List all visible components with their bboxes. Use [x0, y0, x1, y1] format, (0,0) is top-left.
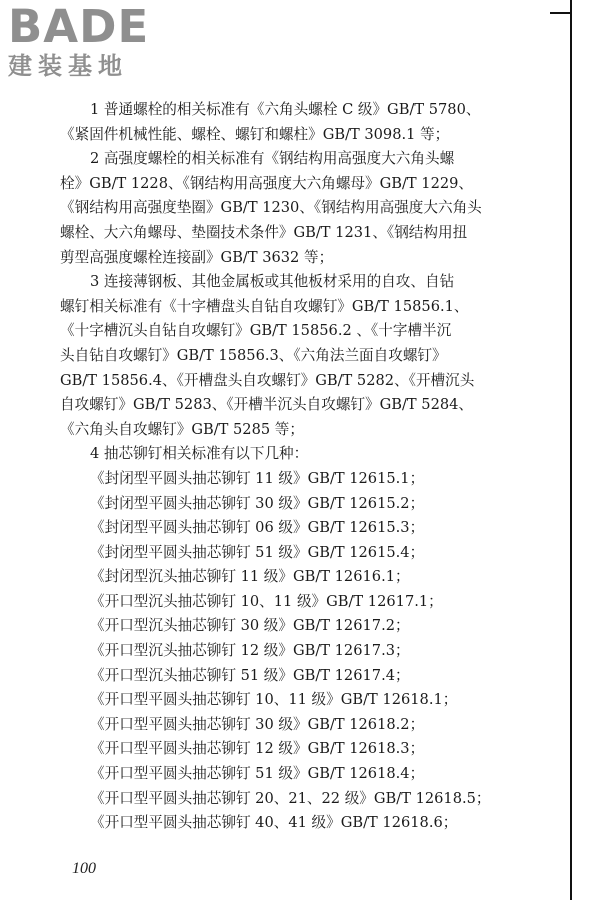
standard-list-item: 《封闭型平圆头抽芯铆钉 30 级》GB/T 12615.2； — [90, 494, 425, 512]
standard-list-item: 《封闭型平圆头抽芯铆钉 11 级》GB/T 12615.1； — [90, 469, 425, 487]
paragraph-line: 剪型高强度螺栓连接副》GB/T 3632 等； — [60, 248, 334, 266]
standard-list-item: 《开口型沉头抽芯铆钉 30 级》GB/T 12617.2； — [90, 617, 410, 635]
standard-list-item: 《封闭型平圆头抽芯铆钉 06 级》GB/T 12615.3； — [90, 519, 425, 537]
paragraph-line: 《十字槽沉头自钻自攻螺钉》GB/T 15856.2 、《十字槽半沉 — [60, 322, 452, 340]
page-number: 100 — [72, 860, 96, 877]
standard-list-item: 《封闭型沉头抽芯铆钉 11 级》GB/T 12616.1； — [90, 568, 410, 586]
paragraph-line: 《六角头自攻螺钉》GB/T 5285 等； — [60, 420, 304, 438]
standard-list-item: 《开口型平圆头抽芯铆钉 40、41 级》GB/T 12618.6； — [90, 814, 458, 832]
page-edge-rule — [570, 0, 572, 900]
paragraph-line: 《紧固件机械性能、螺栓、螺钉和螺柱》GB/T 3098.1 等； — [60, 125, 450, 143]
paragraph-line: 头自钻自攻螺钉》GB/T 15856.3、《六角法兰面自攻螺钉》 — [60, 346, 447, 364]
standard-list-item: 《开口型沉头抽芯铆钉 51 级》GB/T 12617.4； — [90, 666, 410, 684]
standard-list-item: 《开口型平圆头抽芯铆钉 20、21、22 级》GB/T 12618.5； — [90, 789, 491, 807]
paragraph-line: GB/T 15856.4、《开槽盘头自攻螺钉》GB/T 5282、《开槽沉头 — [60, 371, 475, 389]
logo-wordmark: BADE — [8, 0, 150, 53]
standard-list-item: 《开口型平圆头抽芯铆钉 30 级》GB/T 12618.2； — [90, 715, 425, 733]
standard-list-item: 《开口型平圆头抽芯铆钉 12 级》GB/T 12618.3； — [90, 740, 425, 758]
standard-list-item: 《封闭型平圆头抽芯铆钉 51 级》GB/T 12615.4； — [90, 543, 425, 561]
standard-list-item: 《开口型平圆头抽芯铆钉 51 级》GB/T 12618.4； — [90, 765, 425, 783]
paragraph-line: 《钢结构用高强度垫圈》GB/T 1230、《钢结构用高强度大六角头 — [60, 199, 482, 217]
paragraph-line: 2 高强度螺栓的相关标准有《钢结构用高强度大六角头螺 — [90, 150, 455, 168]
document-body — [60, 98, 565, 836]
standard-list-item: 《开口型沉头抽芯铆钉 10、11 级》GB/T 12617.1； — [90, 592, 443, 610]
paragraph-line: 1 普通螺栓的相关标准有《六角头螺栓 C 级》GB/T 5780、 — [90, 101, 481, 118]
paragraph-line: 螺钉相关标准有《十字槽盘头自钻自攻螺钉》GB/T 15856.1、 — [60, 297, 469, 315]
standard-list-item: 《开口型沉头抽芯铆钉 12 级》GB/T 12617.3； — [90, 642, 410, 660]
bade-logo — [8, 0, 178, 80]
corner-crop-mark — [550, 12, 572, 14]
standard-list-item: 《开口型平圆头抽芯铆钉 10、11 级》GB/T 12618.1； — [90, 691, 458, 709]
logo-subtitle: 建装基地 — [8, 52, 128, 80]
paragraph-line: 3 连接薄钢板、其他金属板或其他板材采用的自攻、自钻 — [90, 273, 455, 291]
paragraph-line: 自攻螺钉》GB/T 5283、《开槽半沉头自攻螺钉》GB/T 5284、 — [60, 396, 474, 414]
paragraph-line: 4 抽芯铆钉相关标准有以下几种： — [90, 445, 309, 463]
paragraph-line: 螺栓、大六角螺母、垫圈技术条件》GB/T 1231、《钢结构用扭 — [60, 223, 468, 241]
paragraph-line: 栓》GB/T 1228、《钢结构用高强度大六角螺母》GB/T 1229、 — [60, 174, 474, 192]
